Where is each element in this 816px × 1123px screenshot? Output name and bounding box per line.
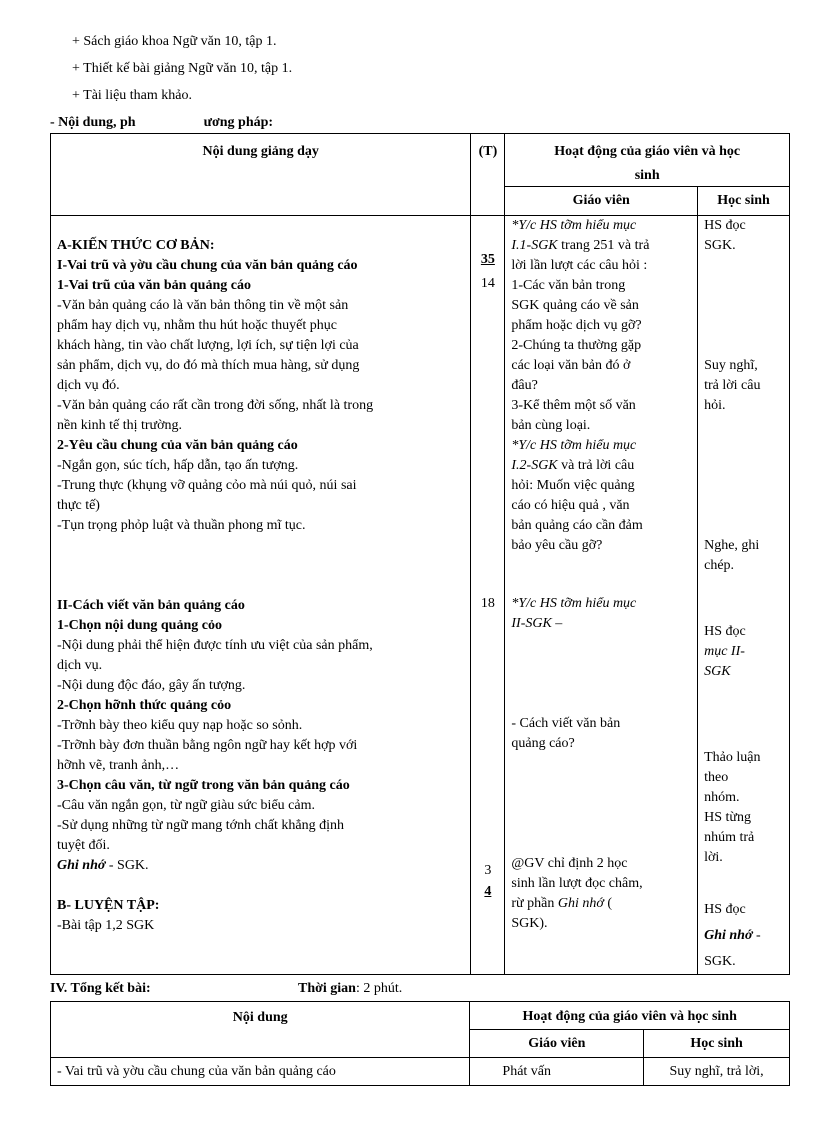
summary-header-activity-label: Hoạt động của giáo viên và học sinh [522,1009,737,1024]
header-time-label: (T) [478,144,498,159]
teacher-line: phẩm hoặc dịch vụ gỡ? [511,318,642,333]
summary-time [298,981,402,997]
header-activity-line: Hoạt động của giáo viên và học [554,144,741,159]
header-content [51,134,471,216]
summary-table [50,1001,790,1086]
summary-row-student [644,1058,790,1086]
content-line: -Nội dung phải thể hiện được tính ưu việt của sản phẩm, [57,638,373,653]
summary-header-content [51,1002,470,1058]
summary-row-content-text: - Vai trũ và yờu cầu chung của văn bản quảng cáo [57,1064,336,1079]
summary-header-student-label: Học sinh [690,1036,743,1051]
summary-header-activity [470,1002,790,1030]
teacher-line: 1-Các văn bản trong [511,278,626,293]
teacher-cell [505,216,698,975]
content-line: dịch vụ. [57,658,103,673]
student-line: SGK. [704,238,736,253]
section-heading: A-KIẾN THỨC CƠ BẢN: [57,238,215,253]
teacher-text: trang 251 và trả [557,238,650,253]
content-cell [51,216,471,975]
content-line: -Sử dụng những từ ngữ mang tớnh chất khẳng định [57,818,345,833]
ghi-nho-label: Ghi nhớ [57,858,106,873]
teacher-line: lời lần lượt các câu hỏi : [511,258,648,273]
content-line: -Trung thực (khụng vỡ quảng cỏo mà núi quỏ, núi sai [57,478,357,493]
subsection-heading: 2-Chọn hỡnh thức quảng cỏo [57,698,232,713]
student-line: hỏi. [704,398,726,413]
subsection-heading: 1-Chọn nội dung quảng cỏo [57,618,222,633]
content-line: -Văn bản quảng cáo là văn bản thông tin về một sản [57,298,349,313]
heading-part: - Nội dung, ph [50,115,136,130]
student-line: chép. [704,558,735,573]
header-student [698,187,790,216]
summary-row-teacher [470,1058,644,1086]
content-line: thực tế) [57,498,100,513]
summary-row-teacher-text: Phát vấn [502,1064,552,1079]
teacher-line: các loại văn bản đó ở [511,358,631,373]
teacher-line: - Cách viết văn bản [511,716,621,731]
material-item: + Thiết kế bài giảng Ngữ văn 10, tập 1. [72,61,293,76]
lesson-table [50,133,790,975]
content-method-heading [50,115,273,131]
teacher-line: cáo có hiệu quả , văn [511,498,630,513]
teacher-line [511,456,634,476]
section-heading: II-Cách viết văn bản quảng cáo [57,598,245,613]
student-line: Suy nghĩ, [704,358,758,373]
teacher-line: đâu? [511,378,538,393]
student-line: Thảo luận [704,750,761,765]
summary-header-teacher-label: Giáo viên [528,1036,586,1051]
teacher-text: ( [603,896,612,911]
student-text: - [752,928,761,943]
teacher-line: II-SGK – [511,616,563,631]
section-heading: B- LUYỆN TẬP: [57,898,160,913]
teacher-line: bản cùng loại. [511,418,591,433]
student-cell [698,216,790,975]
summary-heading: IV. Tổng kết bài: [50,981,151,996]
content-line: -Nội dung độc đáo, gây ấn tượng. [57,678,246,693]
teacher-ref: I.1-SGK [511,238,558,253]
student-line: nhúm trả [704,830,755,845]
content-line: -Văn bản quảng cáo rất cần trong đời sống, nhất là trong [57,398,374,413]
content-line: sản phẩm, dịch vụ, do đó mà thích mua hàng, sử dụng [57,358,360,373]
content-line: -Trỡnh bày đơn thuần bằng ngôn ngữ hay kết hợp với [57,738,358,753]
teacher-line: bản quảng cáo cần đảm [511,518,643,533]
header-activity-line: sinh [634,168,660,183]
content-line: khách hàng, tin vào chất lượng, lợi ích, sự tiện lợi của [57,338,359,353]
teacher-line: @GV chỉ định 2 học [511,856,628,871]
ghi-nho-line [57,856,149,876]
time-value: 14 [480,276,495,291]
subsection-heading: 1-Vai trũ của văn bản quảng cáo [57,278,251,293]
content-line: tuyệt đối. [57,838,110,853]
time-cell [471,216,505,975]
summary-row-content [51,1058,470,1086]
subsection-heading: 3-Chọn câu văn, từ ngữ trong văn bản quảng cáo [57,778,350,793]
header-activity [505,134,790,187]
teacher-text: và trả lời câu [557,458,635,473]
student-line: SGK. [704,954,736,969]
content-line: -Trỡnh bày theo kiểu quy nạp hoặc so sỏnh. [57,718,303,733]
heading-part: ương pháp: [203,115,274,130]
time-value: 3 [484,863,492,878]
teacher-line: *Y/c HS tỡm hiểu mục [511,596,637,611]
teacher-line: bảo yêu cầu gỡ? [511,538,603,553]
content-line: nền kinh tế thị trường. [57,418,183,433]
time-value: 4 [484,884,492,899]
teacher-line: 2-Chúng ta thường gặp [511,338,642,353]
content-line: phẩm hay dịch vụ, nhằm thu hút hoặc thuyết phục [57,318,337,333]
content-line: hỡnh vẽ, tranh ảnh,… [57,758,180,773]
teacher-ref: Ghi nhớ [557,896,604,911]
header-time [471,134,505,216]
student-line: SGK [704,664,731,679]
teacher-line [511,236,649,256]
student-line: HS đọc [704,624,746,639]
ghi-nho-ref: - SGK. [105,858,149,873]
student-line: HS đọc [704,218,746,233]
section-heading: I-Vai trũ và yờu cầu chung của văn bản quảng cáo [57,258,358,273]
student-line: theo [704,770,729,785]
summary-header-teacher [470,1030,644,1058]
ghi-nho-label: Ghi nhớ [704,928,753,943]
content-line: -Ngắn gọn, súc tích, hấp dẫn, tạo ấn tượng. [57,458,299,473]
header-teacher [505,187,698,216]
header-teacher-label: Giáo viên [572,193,630,208]
student-line: nhóm. [704,790,740,805]
teacher-line: *Y/c HS tỡm hiểu mục [511,438,637,453]
student-line: Nghe, ghi [704,538,760,553]
teacher-line: quảng cáo? [511,736,575,751]
student-line: mục II- [704,644,745,659]
student-line: HS từng [704,810,751,825]
time-value: 35 [480,252,495,267]
header-student-label: Học sinh [717,193,770,208]
material-item: + Tài liệu tham khảo. [72,88,192,103]
content-line: -Câu văn ngắn gọn, từ ngữ giàu sức biểu cảm. [57,798,315,813]
teacher-line: sinh lần lượt đọc châm, [511,876,643,891]
teacher-ref: I.2-SGK [511,458,558,473]
teacher-line: SGK). [511,916,548,931]
student-line: trả lời câu [704,378,761,393]
content-line: -Bài tập 1,2 SGK [57,918,155,933]
subsection-heading: 2-Yêu cầu chung của văn bản quảng cáo [57,438,298,453]
teacher-text: rừ phần [511,896,558,911]
summary-time-value: : 2 phút. [355,981,403,996]
time-value: 18 [480,596,495,611]
student-line [704,926,761,946]
summary-header-content-label: Nội dung [232,1010,288,1025]
material-item: + Sách giáo khoa Ngữ văn 10, tập 1. [72,34,277,49]
student-line: HS đọc [704,902,746,917]
summary-header-student [644,1030,790,1058]
header-content-label: Nội dung giảng dạy [202,144,319,159]
teacher-line: SGK quảng cáo về sản [511,298,639,313]
teacher-line: 3-Kể thêm một số văn [511,398,636,413]
summary-row-student-text: Suy nghĩ, trả lời, [669,1064,764,1079]
teacher-line: *Y/c HS tỡm hiểu mục [511,218,637,233]
teacher-line [511,894,612,914]
teacher-line: hỏi: Muốn việc quảng [511,478,635,493]
summary-time-label: Thời gian [298,981,356,996]
content-line: -Tụn trọng phỏp luật và thuần phong mĩ tục. [57,518,306,533]
student-line: lời. [704,850,723,865]
content-line: dịch vụ đó. [57,378,120,393]
